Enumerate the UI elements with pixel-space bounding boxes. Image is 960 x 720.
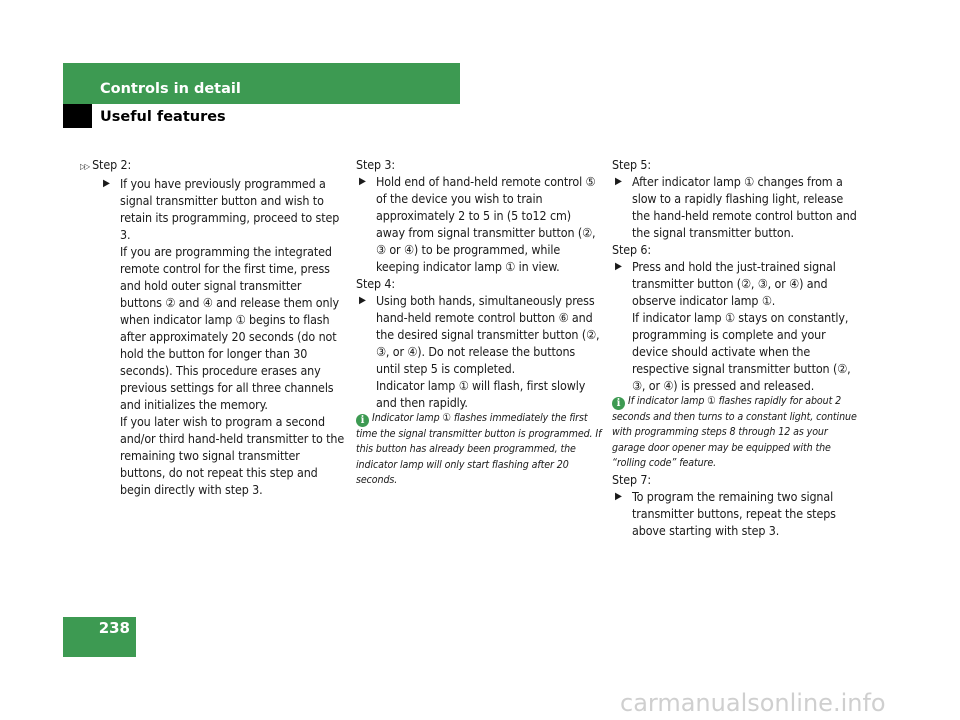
info-note <box>612 394 858 471</box>
bullet-text: If you have previously programmed a signal transmitter button and wish to retain its programming, proceed to step 3. <box>120 176 340 242</box>
instruction-bullet <box>356 292 602 377</box>
info-note <box>356 411 602 488</box>
step-text: Step 6: <box>612 242 652 257</box>
bullet-text: After indicator lamp ① changes from a slow to a rapidly flashing light, release the hand-held remote control button and the signal transmitter button. <box>632 174 857 240</box>
step-text: Step 5: <box>612 157 652 172</box>
text-column-2 <box>356 156 602 488</box>
indent-text: Indicator lamp ① will flash, first slowly and then rapidly. <box>376 378 586 410</box>
instruction-paragraph <box>612 309 858 394</box>
triangle-bullet-icon: ▶ <box>615 491 622 503</box>
page-title: Controls in detail <box>100 81 241 97</box>
instruction-bullet <box>612 173 858 241</box>
bullet-text: Hold end of hand-held remote control ⑤ of the device you wish to train approximately 2 to 5 in (5 to12 cm) away from signal transmitter button (②, ③ or ④) to be programmed, while keeping indicator lamp ① in view. <box>376 174 596 274</box>
instruction-bullet <box>612 488 858 539</box>
indent-text: If indicator lamp ① stays on constantly, programming is complete and your device should activate when the respective signal transmitter button (②, ③, or ④) is pressed and released. <box>632 310 851 393</box>
note-text: If indicator lamp ① flashes rapidly for about 2 seconds and then turns to a constant light, continue with programming steps 8 through 12 as your garage door opener may be equipped with the “rolling code” feature. <box>612 395 857 469</box>
step-text: Step 4: <box>356 276 396 291</box>
section-title: Useful features <box>100 109 226 125</box>
triangle-bullet-icon: ▶ <box>615 261 622 272</box>
instruction-bullet <box>612 258 858 309</box>
continued-arrows-icon: ▷▷ <box>80 162 90 171</box>
indent-text: If you later wish to program a second and/or third hand-held transmitter to the remaining two signal transmitter buttons, do not repeat this step and begin directly with step 3. <box>120 414 345 497</box>
bullet-text: To program the remaining two signal transmitter buttons, repeat the steps above starting with step 3. <box>632 489 836 539</box>
text-column-3 <box>612 156 858 539</box>
section-marker <box>63 104 92 128</box>
bullet-text: Press and hold the just-trained signal transmitter button (②, ③, or ④) and observe indicator lamp ①. <box>632 259 836 308</box>
instruction-paragraph <box>100 243 346 413</box>
instruction-paragraph <box>356 377 602 411</box>
triangle-bullet-icon: ▶ <box>359 176 366 187</box>
step-heading <box>612 471 858 488</box>
page-number-box <box>63 617 136 657</box>
instruction-bullet <box>356 173 602 275</box>
step-heading <box>612 156 858 173</box>
step-heading <box>356 156 602 173</box>
triangle-bullet-icon: ▶ <box>103 178 110 189</box>
page-number: 238 <box>98 619 130 637</box>
bullet-text: Using both hands, simultaneously press hand-held remote control button ⑥ and the desired signal transmitter button (②, ③, or ④). Do not release the buttons until step 5 is completed. <box>376 293 600 376</box>
triangle-bullet-icon: ▶ <box>615 176 622 187</box>
step-heading <box>356 275 602 292</box>
indent-text: If you are programming the integrated remote control for the first time, press and hold outer signal transmitter buttons ② and ④ and release them only when indicator lamp ① begins to flash after approximately 20 seconds (do not hold the button for longer than 30 seconds). This procedure erases any previous settings for all three channels and initializes the memory. <box>120 244 339 412</box>
step-heading <box>80 156 346 175</box>
info-icon: i <box>356 414 369 427</box>
triangle-bullet-icon: ▶ <box>359 295 366 306</box>
watermark: carmanualsonline.info <box>620 689 886 717</box>
info-icon: i <box>612 397 625 410</box>
step-text: Step 3: <box>356 157 396 172</box>
instruction-bullet <box>100 175 346 243</box>
step-heading <box>612 241 858 258</box>
step-text: Step 2: <box>92 157 132 172</box>
instruction-paragraph <box>100 413 346 498</box>
note-text: Indicator lamp ① flashes immediately the first time the signal transmitter button is programmed. If this button has already been programmed, the indicator lamp will only start flashing after 20 seconds. <box>356 412 602 486</box>
step-text: Step 7: <box>612 472 652 488</box>
text-column-1 <box>80 156 346 498</box>
